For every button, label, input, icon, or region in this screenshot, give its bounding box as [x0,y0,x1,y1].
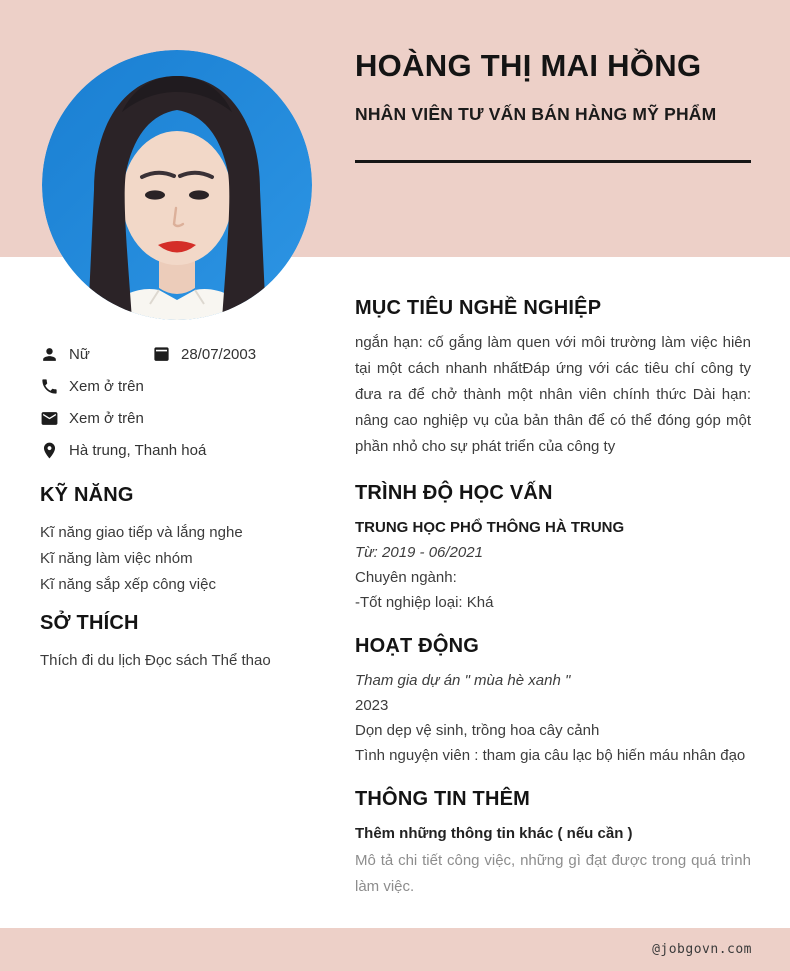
section-skills [40,484,332,598]
mail-icon [40,409,59,428]
contact-row-gender-birthday [40,338,332,370]
activities-heading: HOẠT ĐỘNG [355,635,480,657]
hobby-item: Thích đi du lịch Đọc sách Thể thao [40,652,271,669]
contact-birthday [152,345,256,364]
activity-detail: Dọn dẹp vệ sinh, trồng hoa cây cảnh [355,722,600,739]
education-heading: TRÌNH ĐỘ HỌC VẤN [355,482,553,504]
address-value: Hà trung, Thanh hoá [69,441,207,459]
birthday-value: 28/07/2003 [181,345,257,363]
person-name: HOÀNG THỊ MAI HỒNG [355,48,702,83]
education-grade: -Tốt nghiệp loại: Khá [355,594,494,611]
profile-photo [42,50,312,320]
contact-address [40,434,332,466]
activity-year: 2023 [355,697,389,714]
hobbies-heading: SỞ THÍCH [40,612,139,634]
section-activities [355,635,751,768]
hobbies-list [40,648,332,674]
objective-heading: MỤC TIÊU NGHỀ NGHIỆP [355,297,602,319]
activity-detail: Tình nguyện viên : tham gia câu lạc bộ hiến máu nhân đạo [355,747,746,764]
activity-project: Tham gia dự án " mùa hè xanh " [355,672,571,689]
calendar-icon [152,345,171,364]
profile-photo-illustration [42,50,312,320]
section-additional-info [355,788,751,900]
education-school: TRUNG HỌC PHỔ THÔNG HÀ TRUNG [355,519,625,536]
section-education [355,482,751,615]
phone-value: Xem ở trên [69,377,144,395]
footer-band [0,928,790,971]
skills-heading: KỸ NĂNG [40,484,134,506]
skills-list [40,520,332,598]
education-period: Từ: 2019 - 06/2021 [355,544,483,561]
additional-subheading: Thêm những thông tin khác ( nếu cần ) [355,825,633,842]
skill-item: Kĩ năng giao tiếp và lắng nghe [40,524,243,541]
skill-item: Kĩ năng làm việc nhóm [40,550,193,567]
person-icon [40,345,59,364]
location-pin-icon [40,441,59,460]
job-title: NHÂN VIÊN TƯ VẤN BÁN HÀNG MỸ PHẨM [355,104,717,124]
footer-credit: @jobgovn.com [652,942,752,957]
header-divider [355,160,751,163]
contact-phone [40,370,332,402]
contact-gender [40,345,152,364]
gender-value: Nữ [69,345,90,363]
section-hobbies [40,612,332,674]
contact-info [40,338,332,466]
objective-body: ngắn hạn: cố gắng làm quen với môi trường làm việc hiên tại một cách nhanh nhấtĐáp ứng với các tiêu chí công ty đưa ra để chở thành một nhân viên chính thức Dài hạn: nâng cao nghiệp vụ của bản thân để có thể đóng góp một phần nhỏ cho sự phát triển của công ty [355,334,751,455]
contact-email [40,402,332,434]
education-major: Chuyên ngành: [355,569,457,586]
skill-item: Kĩ năng sắp xếp công việc [40,576,216,593]
phone-icon [40,377,59,396]
email-value: Xem ở trên [69,409,144,427]
section-objective [355,297,751,460]
additional-note: Mô tả chi tiết công việc, những gì đạt được trong quá trình làm việc. [355,852,751,895]
additional-heading: THÔNG TIN THÊM [355,788,531,810]
